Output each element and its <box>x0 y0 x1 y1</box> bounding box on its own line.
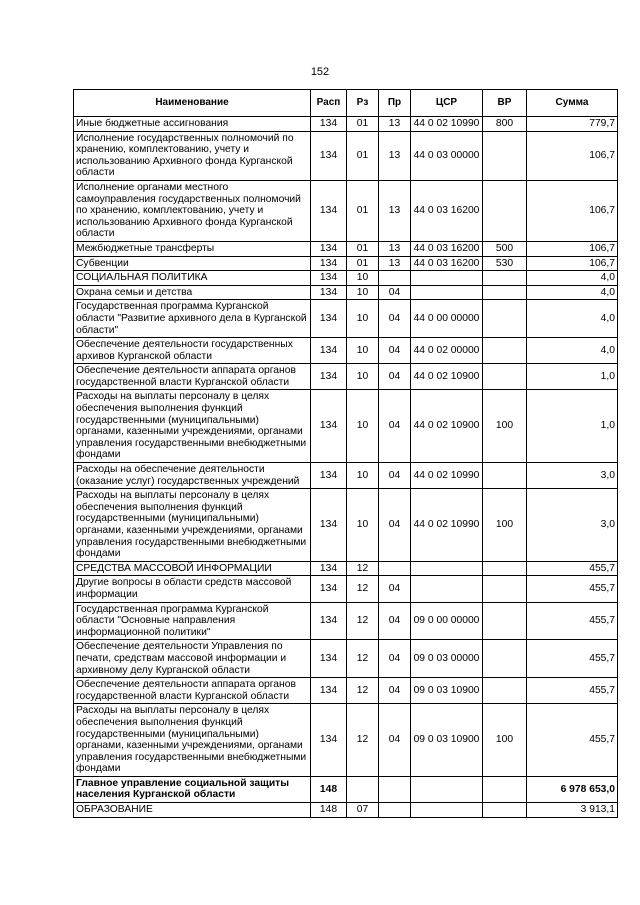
cell-vr <box>483 678 527 704</box>
cell-rasp: 134 <box>311 561 347 576</box>
cell-pr <box>379 271 411 286</box>
cell-name: Расходы на обеспечение деятельности (оказание услуг) государственных учреждений <box>74 463 311 489</box>
cell-csr: 09 0 00 00000 <box>411 602 483 640</box>
cell-pr: 04 <box>379 704 411 777</box>
cell-pr <box>379 561 411 576</box>
cell-pr: 04 <box>379 390 411 463</box>
cell-vr <box>483 300 527 338</box>
cell-rz: 01 <box>347 131 379 180</box>
cell-sum: 455,7 <box>527 602 618 640</box>
col-header-vr: ВР <box>483 90 527 117</box>
cell-csr <box>411 271 483 286</box>
cell-sum: 779,7 <box>527 117 618 132</box>
cell-rz: 12 <box>347 678 379 704</box>
cell-rz: 10 <box>347 463 379 489</box>
cell-rasp: 134 <box>311 390 347 463</box>
cell-vr <box>483 776 527 802</box>
cell-rz: 12 <box>347 704 379 777</box>
cell-rz: 10 <box>347 271 379 286</box>
cell-csr: 44 0 02 10900 <box>411 390 483 463</box>
cell-pr: 04 <box>379 678 411 704</box>
cell-name: Обеспечение деятельности аппарата органов государственной власти Курганской области <box>74 364 311 390</box>
cell-name: Государственная программа Курганской области "Основные направления информационной политики" <box>74 602 311 640</box>
table-row <box>74 256 618 271</box>
cell-rasp: 134 <box>311 300 347 338</box>
cell-pr: 04 <box>379 463 411 489</box>
cell-pr: 13 <box>379 180 411 241</box>
cell-name: СРЕДСТВА МАССОВОЙ ИНФОРМАЦИИ <box>74 561 311 576</box>
cell-rz: 07 <box>347 803 379 818</box>
cell-csr: 44 0 02 10900 <box>411 364 483 390</box>
cell-csr: 09 0 03 10900 <box>411 704 483 777</box>
cell-rz: 01 <box>347 117 379 132</box>
cell-vr <box>483 131 527 180</box>
cell-csr: 44 0 03 16200 <box>411 241 483 256</box>
cell-vr <box>483 803 527 818</box>
cell-csr: 44 0 02 10990 <box>411 489 483 562</box>
table-row <box>74 271 618 286</box>
cell-csr <box>411 561 483 576</box>
cell-sum: 106,7 <box>527 131 618 180</box>
cell-rasp: 148 <box>311 803 347 818</box>
cell-name: Расходы на выплаты персоналу в целях обеспечения выполнения функций государственными (муниципальными) органами, казенными учреждениями, органами управления государственными внебюджетными фондами <box>74 704 311 777</box>
cell-vr <box>483 180 527 241</box>
cell-pr: 13 <box>379 117 411 132</box>
cell-name: Главное управление социальной защиты населения Курганской области <box>74 776 311 802</box>
cell-vr <box>483 271 527 286</box>
cell-vr: 100 <box>483 489 527 562</box>
cell-rz: 10 <box>347 300 379 338</box>
col-header-name: Наименование <box>74 90 311 117</box>
cell-sum: 106,7 <box>527 180 618 241</box>
cell-sum: 455,7 <box>527 640 618 678</box>
table-row <box>74 576 618 602</box>
table-row <box>74 300 618 338</box>
cell-pr: 13 <box>379 241 411 256</box>
cell-rz: 01 <box>347 241 379 256</box>
cell-rz: 01 <box>347 256 379 271</box>
cell-vr: 100 <box>483 390 527 463</box>
cell-rz: 10 <box>347 390 379 463</box>
cell-csr: 09 0 03 10900 <box>411 678 483 704</box>
cell-rz: 10 <box>347 285 379 300</box>
cell-rz: 10 <box>347 364 379 390</box>
cell-sum: 6 978 653,0 <box>527 776 618 802</box>
cell-name: Расходы на выплаты персоналу в целях обеспечения выполнения функций государственными (муниципальными) органами, казенными учреждениями, органами управления государственными внебюджетными фондами <box>74 390 311 463</box>
cell-name: Расходы на выплаты персоналу в целях обеспечения выполнения функций государственными (муниципальными) органами, казенными учреждениями, органами управления государственными внебюджетными фондами <box>74 489 311 562</box>
cell-pr: 13 <box>379 256 411 271</box>
cell-rasp: 134 <box>311 489 347 562</box>
cell-vr: 100 <box>483 704 527 777</box>
table-row <box>74 561 618 576</box>
cell-sum: 1,0 <box>527 390 618 463</box>
cell-pr: 13 <box>379 131 411 180</box>
cell-rasp: 134 <box>311 602 347 640</box>
cell-rz <box>347 776 379 802</box>
budget-table <box>73 89 618 818</box>
cell-name: Субвенции <box>74 256 311 271</box>
cell-sum: 4,0 <box>527 285 618 300</box>
cell-csr <box>411 776 483 802</box>
table-row <box>74 678 618 704</box>
cell-rasp: 134 <box>311 463 347 489</box>
cell-vr <box>483 640 527 678</box>
cell-name: Государственная программа Курганской области "Развитие архивного дела в Курганской области" <box>74 300 311 338</box>
cell-csr: 44 0 02 10990 <box>411 463 483 489</box>
cell-rasp: 134 <box>311 241 347 256</box>
cell-name: Охрана семьи и детства <box>74 285 311 300</box>
cell-pr: 04 <box>379 338 411 364</box>
cell-rasp: 148 <box>311 776 347 802</box>
cell-name: Обеспечение деятельности аппарата органов государственной власти Курганской области <box>74 678 311 704</box>
cell-name: Исполнение государственных полномочий по хранению, комплектованию, учету и использованию Архивного фонда Курганской области <box>74 131 311 180</box>
cell-csr <box>411 803 483 818</box>
cell-name: СОЦИАЛЬНАЯ ПОЛИТИКА <box>74 271 311 286</box>
cell-sum: 4,0 <box>527 338 618 364</box>
cell-name: Обеспечение деятельности Управления по печати, средствам массовой информации и архивному делу Курганской области <box>74 640 311 678</box>
table-header-row <box>74 90 618 117</box>
table-row <box>74 390 618 463</box>
table-row <box>74 803 618 818</box>
cell-rasp: 134 <box>311 338 347 364</box>
cell-rasp: 134 <box>311 704 347 777</box>
table-row <box>74 180 618 241</box>
cell-sum: 4,0 <box>527 271 618 286</box>
cell-rasp: 134 <box>311 576 347 602</box>
cell-pr: 04 <box>379 640 411 678</box>
table-body <box>74 117 618 818</box>
cell-rasp: 134 <box>311 256 347 271</box>
cell-name: ОБРАЗОВАНИЕ <box>74 803 311 818</box>
col-header-pr: Пр <box>379 90 411 117</box>
cell-sum: 455,7 <box>527 561 618 576</box>
cell-vr <box>483 561 527 576</box>
table-row <box>74 364 618 390</box>
table-row <box>74 285 618 300</box>
table-row <box>74 117 618 132</box>
cell-rz: 01 <box>347 180 379 241</box>
col-header-sum: Сумма <box>527 90 618 117</box>
cell-vr <box>483 576 527 602</box>
cell-rz: 12 <box>347 561 379 576</box>
table-row <box>74 602 618 640</box>
cell-csr: 44 0 03 16200 <box>411 180 483 241</box>
table-row <box>74 776 618 802</box>
cell-pr: 04 <box>379 489 411 562</box>
cell-pr <box>379 803 411 818</box>
cell-name: Исполнение органами местного самоуправления государственных полномочий по хранению, комплектованию, учету и использованию Архивного фонда Курганской области <box>74 180 311 241</box>
cell-csr: 09 0 03 00000 <box>411 640 483 678</box>
cell-rasp: 134 <box>311 180 347 241</box>
cell-sum: 3 913,1 <box>527 803 618 818</box>
cell-sum: 3,0 <box>527 463 618 489</box>
cell-pr: 04 <box>379 300 411 338</box>
table-row <box>74 640 618 678</box>
cell-rz: 10 <box>347 489 379 562</box>
cell-name: Другие вопросы в области средств массовой информации <box>74 576 311 602</box>
table-row <box>74 131 618 180</box>
cell-vr: 530 <box>483 256 527 271</box>
cell-sum: 106,7 <box>527 256 618 271</box>
cell-pr: 04 <box>379 602 411 640</box>
cell-pr: 04 <box>379 285 411 300</box>
col-header-rz: Рз <box>347 90 379 117</box>
cell-csr <box>411 285 483 300</box>
cell-pr <box>379 776 411 802</box>
cell-vr: 500 <box>483 241 527 256</box>
cell-sum: 455,7 <box>527 678 618 704</box>
cell-rasp: 134 <box>311 364 347 390</box>
cell-vr <box>483 602 527 640</box>
table-row <box>74 241 618 256</box>
cell-sum: 3,0 <box>527 489 618 562</box>
cell-vr <box>483 364 527 390</box>
cell-sum: 4,0 <box>527 300 618 338</box>
cell-csr: 44 0 02 10990 <box>411 117 483 132</box>
cell-csr <box>411 576 483 602</box>
table-row <box>74 704 618 777</box>
cell-vr <box>483 285 527 300</box>
cell-csr: 44 0 03 16200 <box>411 256 483 271</box>
table-row <box>74 489 618 562</box>
table-row <box>74 338 618 364</box>
cell-rasp: 134 <box>311 117 347 132</box>
cell-rz: 12 <box>347 576 379 602</box>
cell-rasp: 134 <box>311 285 347 300</box>
page-number: 152 <box>310 66 330 78</box>
cell-rz: 12 <box>347 640 379 678</box>
cell-rz: 10 <box>347 338 379 364</box>
cell-rasp: 134 <box>311 271 347 286</box>
cell-name: Обеспечение деятельности государственных архивов Курганской области <box>74 338 311 364</box>
cell-rasp: 134 <box>311 131 347 180</box>
cell-name: Межбюджетные трансферты <box>74 241 311 256</box>
cell-rz: 12 <box>347 602 379 640</box>
table-row <box>74 463 618 489</box>
cell-sum: 106,7 <box>527 241 618 256</box>
cell-rasp: 134 <box>311 640 347 678</box>
cell-csr: 44 0 02 00000 <box>411 338 483 364</box>
col-header-rasp: Расп <box>311 90 347 117</box>
cell-vr <box>483 463 527 489</box>
cell-sum: 455,7 <box>527 704 618 777</box>
cell-csr: 44 0 00 00000 <box>411 300 483 338</box>
cell-csr: 44 0 03 00000 <box>411 131 483 180</box>
cell-sum: 455,7 <box>527 576 618 602</box>
cell-rasp: 134 <box>311 678 347 704</box>
col-header-csr: ЦСР <box>411 90 483 117</box>
cell-vr: 800 <box>483 117 527 132</box>
cell-pr: 04 <box>379 364 411 390</box>
cell-vr <box>483 338 527 364</box>
cell-sum: 1,0 <box>527 364 618 390</box>
cell-name: Иные бюджетные ассигнования <box>74 117 311 132</box>
cell-pr: 04 <box>379 576 411 602</box>
